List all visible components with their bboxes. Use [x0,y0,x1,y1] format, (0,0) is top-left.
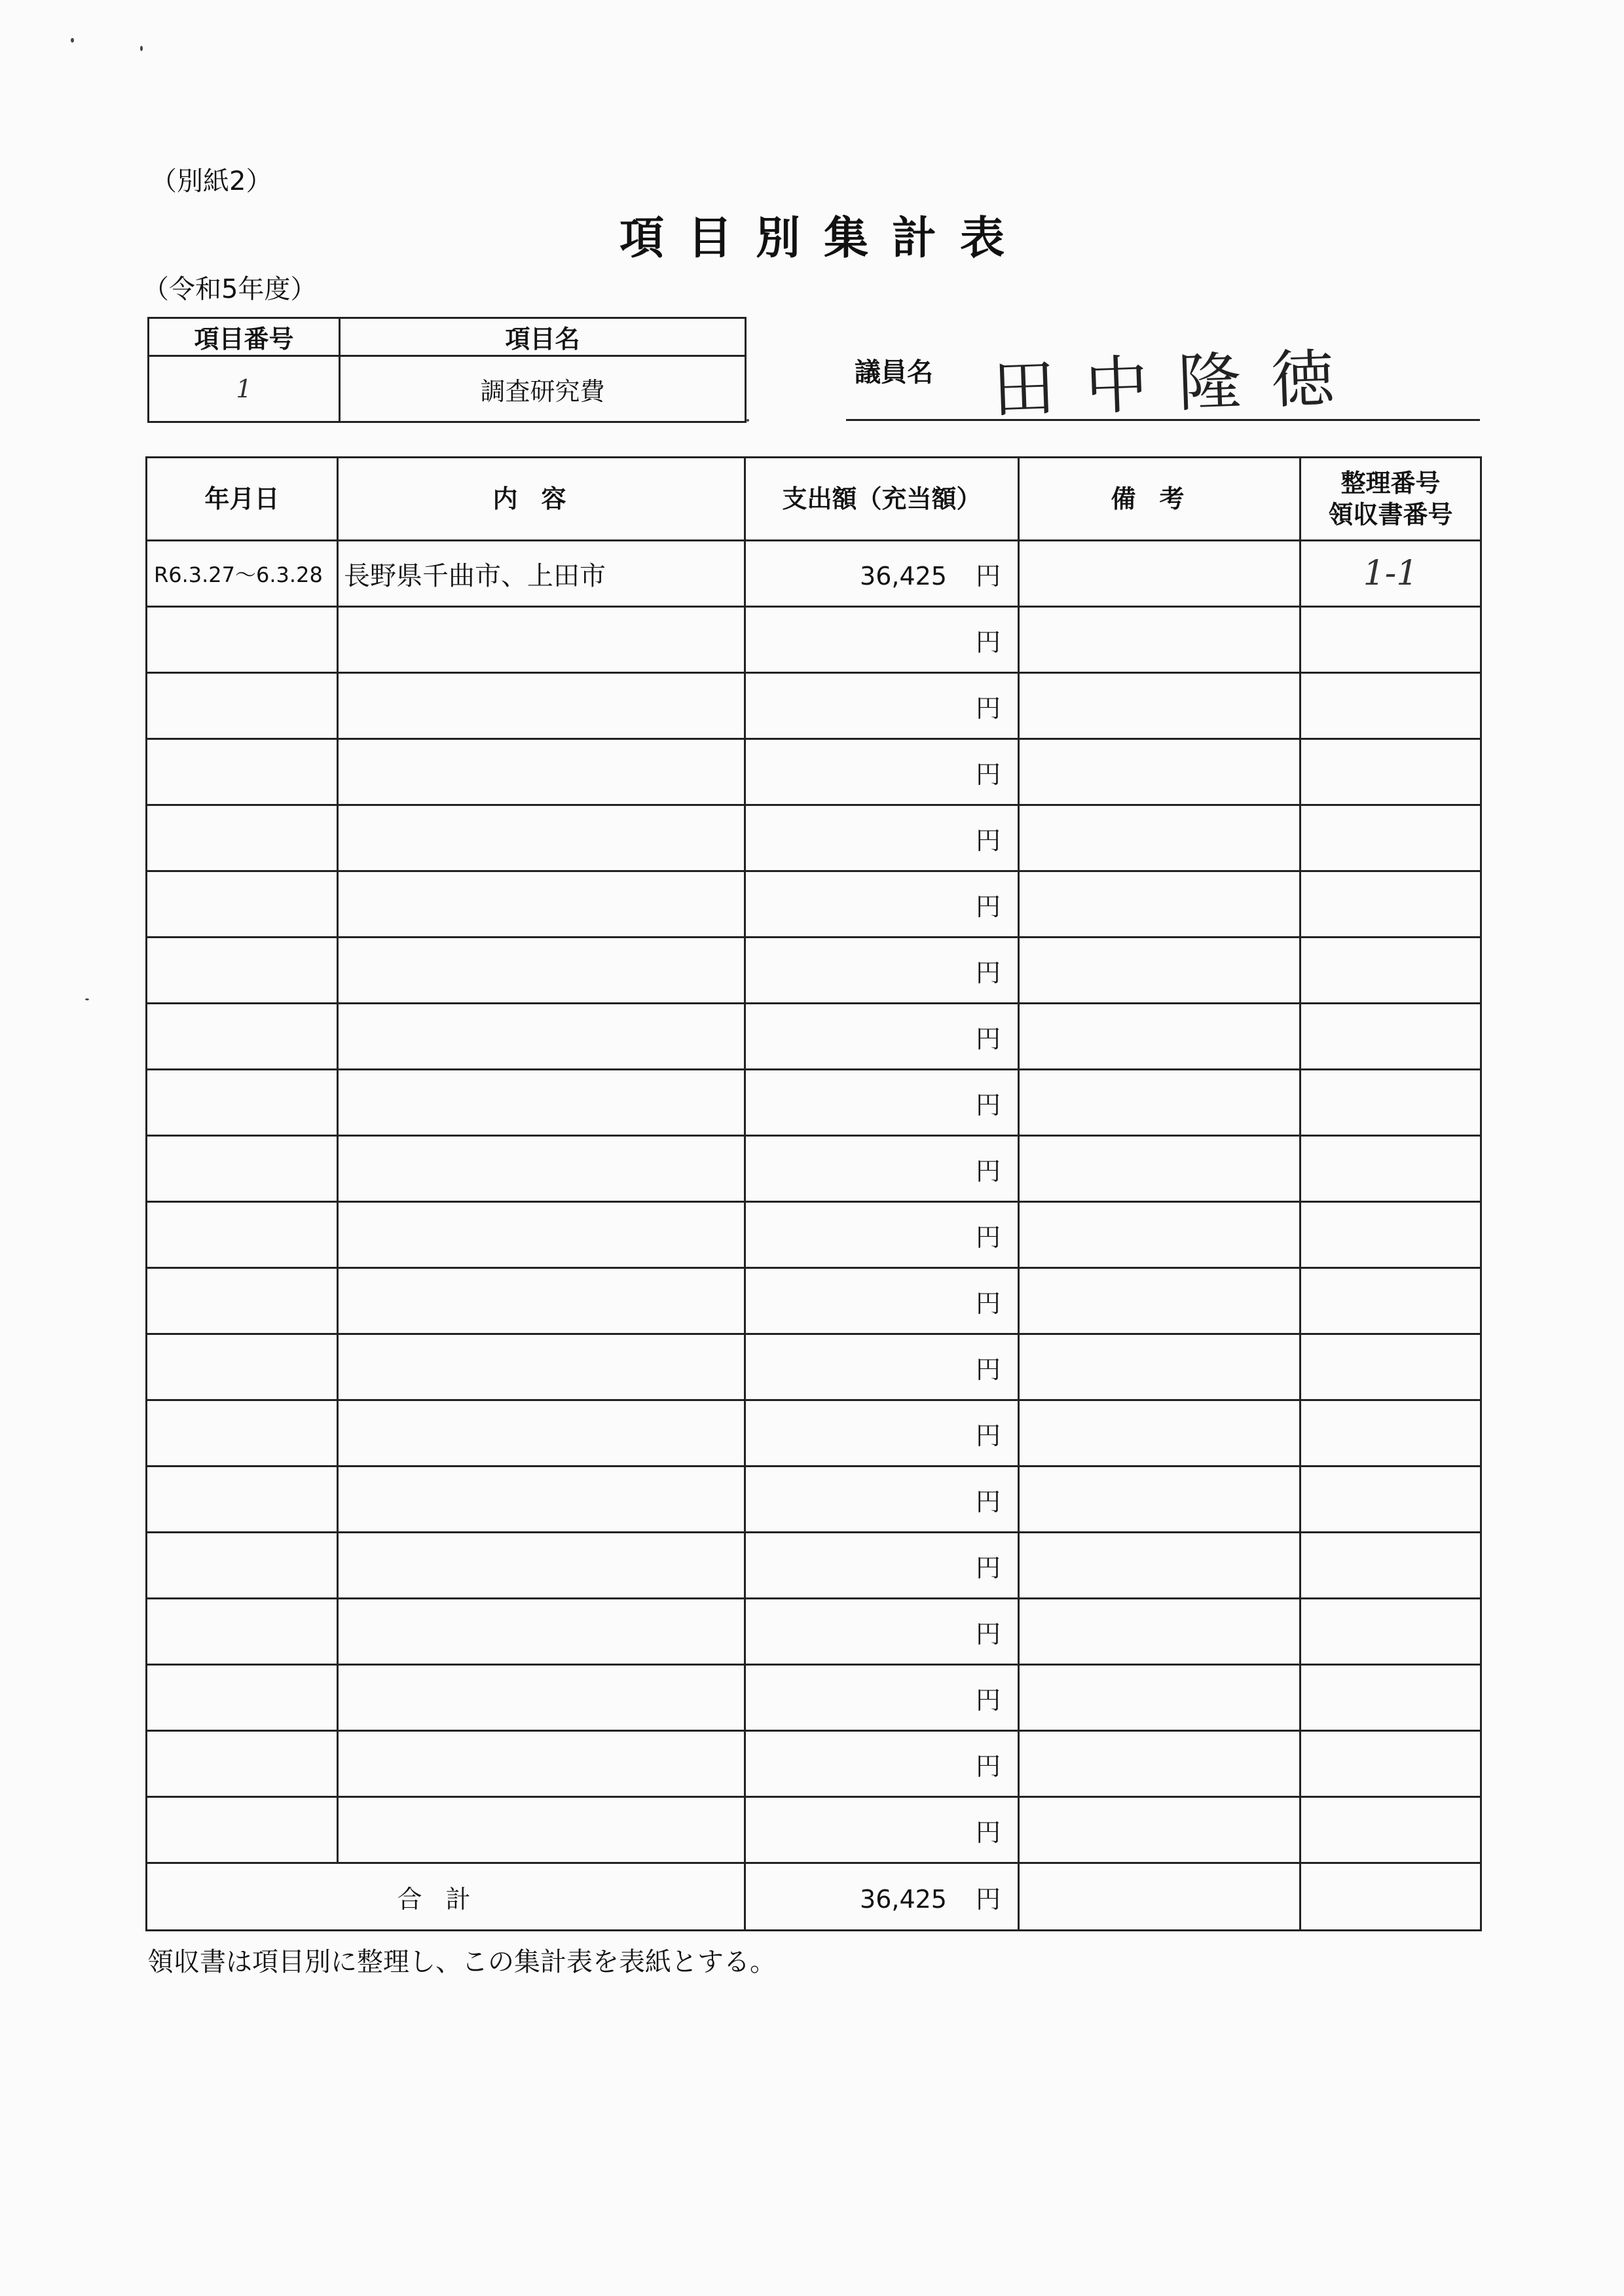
item-name-header: 項目名 [340,318,746,356]
attachment-label: （別紙2） [151,166,272,196]
date-cell[interactable] [147,673,338,739]
currency-label: 円 [975,1751,1001,1781]
content-cell[interactable] [338,1797,745,1863]
remarks-cell[interactable] [1019,1202,1301,1268]
date-cell[interactable] [147,607,338,673]
content-cell[interactable] [338,673,745,739]
content-cell[interactable] [338,1268,745,1334]
table-row [147,739,1481,805]
remarks-cell[interactable] [1019,1400,1301,1467]
content-cell[interactable] [338,1202,745,1268]
receipt-number-cell[interactable] [1301,1599,1481,1665]
total-amount-cell [745,1863,1019,1931]
amount-value: 36,425 [860,561,947,591]
amount-cell[interactable] [745,739,1019,805]
amount-cell[interactable] [745,1533,1019,1599]
currency-label: 円 [975,958,1001,987]
content-cell[interactable] [338,1533,745,1599]
footnote: 領収書は項目別に整理し、この集計表を表紙とする。 [147,1947,776,1977]
currency-label: 円 [975,1421,1001,1450]
currency-label: 円 [975,1553,1001,1582]
date-cell[interactable] [147,1334,338,1400]
amount-cell[interactable] [745,938,1019,1004]
header-content-label: 内容 [492,484,590,513]
table-row [147,1533,1481,1599]
currency-label: 円 [975,1817,1001,1847]
content-cell[interactable] [338,1070,745,1136]
total-receipt-cell [1301,1863,1481,1931]
scan-speck [747,419,749,422]
remarks-cell[interactable] [1019,607,1301,673]
remarks-cell[interactable] [1019,541,1301,607]
receipt-number-cell[interactable] [1301,1467,1481,1533]
receipt-number-cell[interactable] [1301,1136,1481,1202]
remarks-cell[interactable] [1019,1467,1301,1533]
scan-speck [140,46,143,51]
amount-cell[interactable] [745,1731,1019,1797]
content-cell[interactable] [338,739,745,805]
table-row [147,1731,1481,1797]
amount-cell[interactable] [745,607,1019,673]
amount-cell[interactable] [745,1334,1019,1400]
amount-cell[interactable] [745,541,1019,607]
table-row [147,1202,1481,1268]
content-cell[interactable] [338,1467,745,1533]
currency-label: 円 [975,759,1001,789]
content-cell[interactable] [338,938,745,1004]
amount-cell[interactable] [745,871,1019,938]
date-cell[interactable] [147,1797,338,1863]
receipt-number-cell[interactable] [1301,1665,1481,1731]
currency-label: 円 [975,627,1001,657]
date-cell[interactable] [147,1665,338,1731]
content-cell[interactable] [338,1731,745,1797]
receipt-number-cell[interactable] [1301,673,1481,739]
header-receipt-number [1301,458,1481,541]
amount-cell[interactable] [745,1467,1019,1533]
table-row [147,1334,1481,1400]
content-cell[interactable] [338,1136,745,1202]
header-receipt-line1: 整理番号 [1340,469,1441,498]
remarks-cell[interactable] [1019,805,1301,871]
member-name-handwritten[interactable]: 田中隆徳 [991,340,1366,427]
date-cell[interactable]: R6.3.27～6.3.28 [147,541,338,607]
remarks-cell[interactable] [1019,1665,1301,1731]
remarks-cell[interactable] [1019,871,1301,938]
table-row [147,1070,1481,1136]
header-remarks [1019,458,1301,541]
receipt-number-cell[interactable] [1301,1334,1481,1400]
remarks-cell[interactable] [1019,1070,1301,1136]
content-cell[interactable] [338,805,745,871]
amount-cell[interactable] [745,1202,1019,1268]
date-cell[interactable] [147,1070,338,1136]
date-cell[interactable] [147,1599,338,1665]
expense-rows [147,541,1481,1863]
amount-cell[interactable] [745,673,1019,739]
item-number-value[interactable]: 1 [149,356,340,422]
total-amount: 36,425 [860,1884,947,1914]
receipt-number-cell[interactable] [1301,1268,1481,1334]
content-cell[interactable] [338,1334,745,1400]
amount-cell[interactable] [745,1070,1019,1136]
currency-label: 円 [975,892,1001,921]
currency-label: 円 [975,1288,1001,1318]
date-cell[interactable] [147,871,338,938]
fiscal-year: （令和5年度） [143,274,317,304]
remarks-cell[interactable] [1019,673,1301,739]
content-cell[interactable] [338,607,745,673]
expense-table [145,456,1482,1931]
content-cell[interactable]: 長野県千曲市、上田市 [338,541,745,607]
table-row [147,871,1481,938]
item-name-value[interactable]: 調査研究費 [340,356,746,422]
receipt-number-cell[interactable] [1301,1533,1481,1599]
table-row [147,1400,1481,1467]
amount-cell[interactable] [745,1004,1019,1070]
remarks-cell[interactable] [1019,1004,1301,1070]
date-cell[interactable] [147,805,338,871]
content-cell[interactable] [338,1665,745,1731]
date-cell[interactable] [147,1202,338,1268]
content-cell[interactable] [338,871,745,938]
table-row [147,1797,1481,1863]
currency-label: 円 [975,1619,1001,1649]
receipt-number-cell[interactable] [1301,1797,1481,1863]
table-row [147,1599,1481,1665]
receipt-number-cell[interactable] [1301,739,1481,805]
remarks-cell[interactable] [1019,1136,1301,1202]
remarks-cell[interactable] [1019,1533,1301,1599]
page-title: 項目別集計表 [619,213,1028,264]
receipt-number-cell[interactable] [1301,938,1481,1004]
receipt-number-cell[interactable] [1301,805,1481,871]
scan-speck [71,38,74,43]
table-row [147,541,1481,607]
table-row [147,1268,1481,1334]
total-label: 合計 [397,1884,494,1914]
amount-cell[interactable] [745,1400,1019,1467]
amount-cell[interactable] [745,1268,1019,1334]
receipt-number-cell[interactable] [1301,1202,1481,1268]
date-cell[interactable] [147,1136,338,1202]
currency-label: 円 [975,1024,1001,1053]
scan-speck [85,998,89,1000]
amount-cell[interactable] [745,1599,1019,1665]
currency-label: 円 [975,826,1001,855]
remarks-cell[interactable] [1019,1731,1301,1797]
date-cell[interactable] [147,1731,338,1797]
date-cell[interactable] [147,938,338,1004]
table-row [147,938,1481,1004]
content-cell[interactable] [338,1400,745,1467]
remarks-cell[interactable] [1019,938,1301,1004]
currency-label: 円 [975,1685,1001,1715]
currency-label: 円 [975,1222,1001,1252]
receipt-number-cell[interactable] [1301,1070,1481,1136]
remarks-cell[interactable] [1019,1334,1301,1400]
content-cell[interactable] [338,1004,745,1070]
member-name-underline [846,419,1480,421]
receipt-number-cell[interactable] [1301,1731,1481,1797]
remarks-cell[interactable] [1019,1797,1301,1863]
item-box [147,317,747,423]
amount-cell[interactable] [745,1797,1019,1863]
remarks-cell[interactable] [1019,1599,1301,1665]
date-cell[interactable] [147,1533,338,1599]
item-number-header: 項目番号 [149,318,340,356]
currency-label: 円 [975,1355,1001,1384]
table-row [147,1136,1481,1202]
currency-label: 円 [975,1487,1001,1516]
amount-cell[interactable] [745,1665,1019,1731]
table-row [147,1004,1481,1070]
total-label-cell [147,1863,745,1931]
date-cell[interactable] [147,1467,338,1533]
header-remarks-label: 備考 [1111,484,1208,513]
total-remarks-cell [1019,1863,1301,1931]
date-cell[interactable] [147,1268,338,1334]
date-cell[interactable] [147,1400,338,1467]
member-label: 議員名 [855,357,933,388]
receipt-number-cell[interactable] [1301,1400,1481,1467]
table-row [147,607,1481,673]
total-currency: 円 [975,1884,1001,1914]
table-row [147,1467,1481,1533]
date-cell[interactable] [147,1004,338,1070]
content-cell[interactable] [338,1599,745,1665]
currency-label: 円 [975,1156,1001,1186]
receipt-number-cell[interactable] [1301,607,1481,673]
amount-cell[interactable] [745,805,1019,871]
header-date: 年月日 [147,458,338,541]
header-content [338,458,745,541]
table-row [147,673,1481,739]
date-cell[interactable] [147,739,338,805]
currency-label: 円 [975,693,1001,723]
remarks-cell[interactable] [1019,739,1301,805]
remarks-cell[interactable] [1019,1268,1301,1334]
receipt-number-cell[interactable]: 1-1 [1301,541,1481,607]
receipt-number-cell[interactable] [1301,871,1481,938]
header-amount: 支出額（充当額） [745,458,1019,541]
header-receipt-line2: 領収書番号 [1328,500,1453,529]
table-row [147,1665,1481,1731]
receipt-number-cell[interactable] [1301,1004,1481,1070]
currency-label: 円 [975,561,1001,591]
amount-cell[interactable] [745,1136,1019,1202]
table-row [147,805,1481,871]
currency-label: 円 [975,1090,1001,1120]
